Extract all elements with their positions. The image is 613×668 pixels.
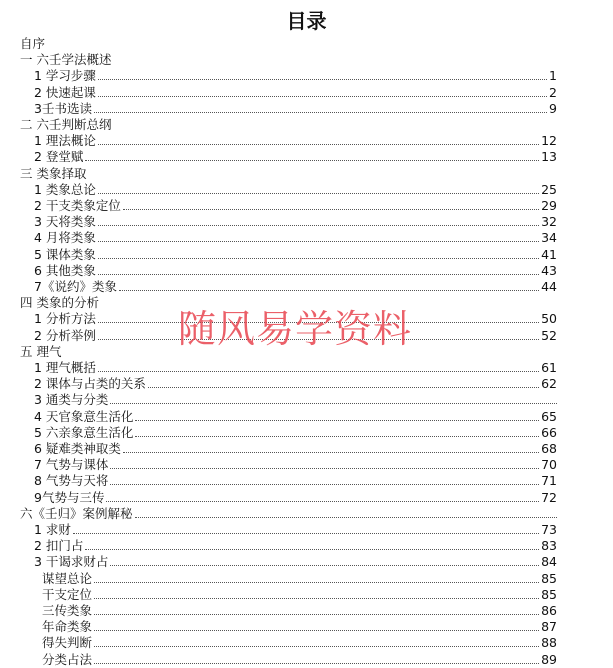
- toc-entry[interactable]: [0, 117, 613, 133]
- toc-entry[interactable]: [0, 571, 613, 587]
- toc-leader-dots: [98, 258, 557, 259]
- toc-entry[interactable]: [0, 68, 613, 84]
- toc-entry-page: 13: [541, 149, 557, 165]
- toc-entry-label: 1 学习步骤: [34, 68, 96, 84]
- toc-leader-dots: [148, 387, 557, 388]
- toc-entry-label: 一 六壬学法概述: [20, 52, 112, 68]
- toc-entry-label: 3 干谒求财占: [34, 554, 109, 570]
- toc-entry-label: 6 疑难类神取类: [34, 441, 121, 456]
- toc-entry-page: 89: [541, 651, 557, 667]
- toc-entry[interactable]: [0, 360, 613, 376]
- toc-entry-page: 62: [541, 376, 557, 392]
- toc-entry-page: 84: [541, 554, 557, 570]
- toc-entry-page: 2: [549, 84, 557, 100]
- toc-entry-page: 85: [541, 570, 557, 586]
- toc-entry-page: 44: [541, 279, 557, 294]
- toc-entry[interactable]: [0, 506, 613, 522]
- toc-entry-label: 三传类象: [42, 603, 93, 618]
- toc-entry[interactable]: [0, 635, 613, 651]
- toc-leader-dots: [94, 598, 557, 599]
- toc-entry-label: 3 通类与分类: [34, 392, 109, 408]
- toc-entry-label: 2 登堂赋: [34, 149, 84, 165]
- toc-leader-dots: [110, 565, 557, 566]
- toc-entry-page: 32: [541, 214, 557, 230]
- toc-entry-page: 86: [541, 603, 557, 618]
- toc-leader-dots: [94, 112, 557, 113]
- toc-entry-page: 87: [541, 619, 557, 635]
- toc-entry-label: 3 天将类象: [34, 214, 96, 230]
- toc-entry-label: 2 课体与占类的关系: [34, 376, 146, 392]
- toc-leader-dots: [110, 468, 557, 469]
- toc-leader-dots: [106, 501, 557, 502]
- toc-leader-dots: [98, 225, 557, 226]
- toc-leader-dots: [110, 484, 557, 485]
- toc-leader-dots: [98, 274, 557, 275]
- toc-entry-label: 2 干支类象定位: [34, 198, 121, 213]
- toc-entry-page: 34: [541, 230, 557, 246]
- toc-entry[interactable]: [0, 52, 613, 68]
- toc-entry[interactable]: [0, 409, 613, 425]
- toc-entry[interactable]: [0, 214, 613, 230]
- toc-entry-label: 1 分析方法: [34, 311, 96, 327]
- toc-entry-page: 71: [541, 473, 557, 489]
- toc-entry-label: 四 类象的分析: [20, 295, 99, 311]
- toc-entry-page: 73: [541, 522, 557, 537]
- toc-entry-page: 85: [541, 586, 557, 602]
- toc-leader-dots: [85, 160, 557, 161]
- toc-entry-label: 3壬书选读: [34, 100, 92, 116]
- toc-entry[interactable]: [0, 198, 613, 214]
- toc-entry[interactable]: [0, 652, 613, 668]
- toc-leader-dots: [119, 290, 557, 291]
- toc-leader-dots: [135, 420, 557, 421]
- toc-entry[interactable]: [0, 554, 613, 570]
- toc-leader-dots: [98, 193, 557, 194]
- toc-leader-dots: [98, 371, 557, 372]
- toc-entry-label: 5 课体类象: [34, 246, 96, 262]
- toc-entry-page: 61: [541, 360, 557, 375]
- toc-leader-dots: [98, 79, 557, 80]
- toc-entry[interactable]: [0, 457, 613, 473]
- toc-entry-label: 年命类象: [42, 619, 93, 635]
- toc-entry-label: 六《壬归》案例解秘: [20, 505, 133, 521]
- toc-entry-page: 52: [541, 327, 557, 343]
- toc-entry-label: 9气势与三传: [34, 489, 105, 505]
- toc-entry[interactable]: [0, 538, 613, 554]
- toc-entry[interactable]: [0, 603, 613, 619]
- toc-entry-page: 1: [549, 68, 557, 84]
- toc-entry-page: 50: [541, 311, 557, 327]
- toc-leader-dots: [110, 403, 557, 404]
- toc-entry-label: 1 理气概括: [34, 360, 96, 375]
- toc-entry-label: 4 天官象意生活化: [34, 408, 134, 424]
- toc-entry[interactable]: [0, 247, 613, 263]
- toc-entry[interactable]: [0, 490, 613, 506]
- toc-entry-page: 83: [541, 538, 557, 554]
- toc-entry[interactable]: [0, 522, 613, 538]
- toc-entry-page: 29: [541, 198, 557, 213]
- toc-entry-page: 70: [541, 457, 557, 473]
- toc-entry-page: 88: [541, 635, 557, 651]
- toc-entry[interactable]: [0, 392, 613, 408]
- toc-entry[interactable]: [0, 619, 613, 635]
- toc-entry-label: 2 分析举例: [34, 327, 96, 343]
- toc-entry[interactable]: [0, 149, 613, 165]
- toc-leader-dots: [135, 436, 557, 437]
- toc-entry[interactable]: [0, 263, 613, 279]
- toc-entry-label: 五 理气: [20, 343, 62, 359]
- toc-entry-page: 68: [541, 441, 557, 456]
- toc-entry-page: 25: [541, 181, 557, 197]
- toc-leader-dots: [123, 452, 557, 453]
- toc-entry[interactable]: [0, 133, 613, 149]
- toc-entry-label: 5 六亲象意生活化: [34, 424, 134, 440]
- toc-entry-label: 7《说约》类象: [34, 279, 117, 294]
- toc-entry[interactable]: [0, 425, 613, 441]
- toc-entry-page: 41: [541, 246, 557, 262]
- toc-entry-label: 8 气势与天将: [34, 473, 109, 489]
- toc-entry[interactable]: [0, 101, 613, 117]
- toc-entry[interactable]: [0, 587, 613, 603]
- toc-leader-dots: [73, 533, 557, 534]
- toc-entry-label: 4 月将类象: [34, 230, 96, 246]
- toc-entry-label: 7 气势与课体: [34, 457, 109, 473]
- toc-leader-dots: [85, 549, 557, 550]
- toc-leader-dots: [94, 582, 557, 583]
- toc-entry-label: 1 求财: [34, 522, 71, 537]
- toc-entry[interactable]: [0, 182, 613, 198]
- page-title: 目录: [286, 9, 327, 33]
- toc-entry-label: 得失判断: [42, 635, 93, 651]
- toc-entry-label: 二 六壬判断总纲: [20, 117, 112, 132]
- toc-entry[interactable]: [0, 279, 613, 295]
- toc-leader-dots: [94, 614, 557, 615]
- toc-leader-dots: [94, 646, 557, 647]
- toc-entry-page: 9: [549, 100, 557, 116]
- toc-entry[interactable]: [0, 376, 613, 392]
- toc-entry-label: 1 类象总论: [34, 181, 96, 197]
- toc-entry[interactable]: [0, 85, 613, 101]
- toc-entry[interactable]: [0, 230, 613, 246]
- toc-entry-label: 2 扣门占: [34, 538, 84, 554]
- toc-entry-page: 43: [541, 262, 557, 278]
- toc-entry-page: 12: [541, 133, 557, 149]
- toc-entry-label: 自序: [20, 36, 46, 51]
- toc-entry-label: 2 快速起课: [34, 84, 96, 100]
- toc-leader-dots: [98, 241, 557, 242]
- toc-entry[interactable]: [0, 166, 613, 182]
- toc-entry[interactable]: [0, 473, 613, 489]
- toc-entry-label: 分类占法: [42, 651, 93, 667]
- toc-entry-label: 1 理法概论: [34, 133, 96, 149]
- toc-leader-dots: [98, 96, 557, 97]
- toc-entry[interactable]: [0, 36, 613, 52]
- toc-leader-dots: [94, 630, 557, 631]
- toc-entry-label: 谋望总论: [42, 570, 93, 586]
- toc-leader-dots: [123, 209, 557, 210]
- toc-entry-label: 干支定位: [42, 586, 93, 602]
- toc-entry-label: 6 其他类象: [34, 262, 96, 278]
- toc-entry-label: 三 类象择取: [20, 165, 87, 181]
- toc-entry-page: 66: [541, 424, 557, 440]
- toc-entry[interactable]: [0, 441, 613, 457]
- toc-leader-dots: [135, 517, 557, 518]
- toc-entry-page: 72: [541, 489, 557, 505]
- toc-entry-page: 65: [541, 408, 557, 424]
- toc-leader-dots: [98, 144, 557, 145]
- watermark: 随风易学资料: [178, 307, 413, 351]
